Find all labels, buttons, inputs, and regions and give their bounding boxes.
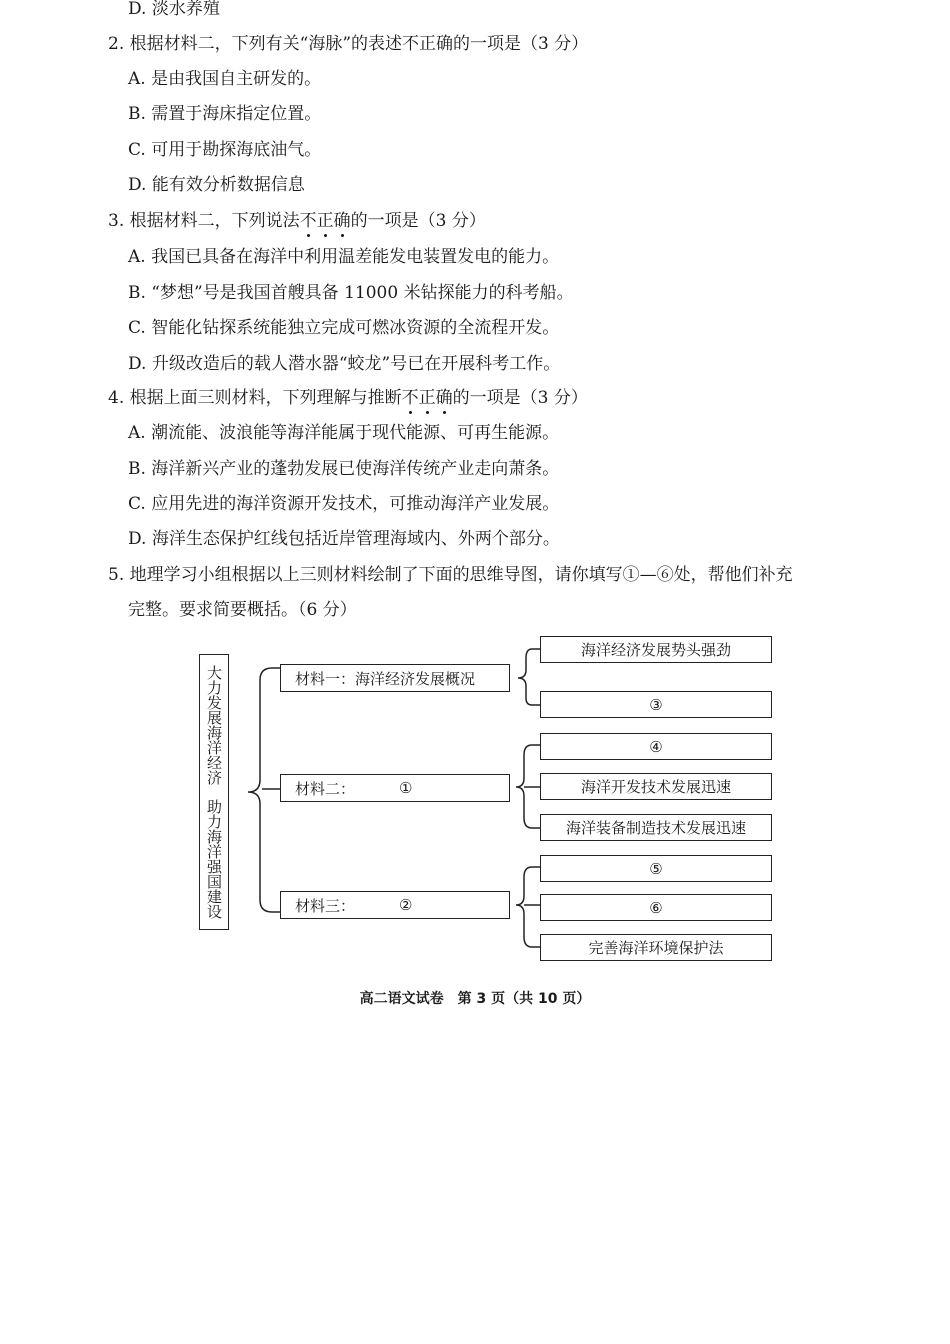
q2-option-a: A. 是由我国自主研发的。 xyxy=(128,69,322,89)
right-box-1: 海洋经济发展势头强劲 xyxy=(540,636,772,663)
mind-map-title-part1: 大力发展海洋经济 xyxy=(205,665,223,785)
blank-6: ⑥ xyxy=(540,894,772,921)
q4-option-d: D. 海洋生态保护红线包括近岸管理海域内、外两个部分。 xyxy=(128,529,560,549)
q3-option-a: A. 我国已具备在海洋中利用温差能发电装置发电的能力。 xyxy=(128,247,560,267)
blank-4: ④ xyxy=(540,733,772,760)
q4-option-c: C. 应用先进的海洋资源开发技术，可推动海洋产业发展。 xyxy=(128,494,560,514)
material-1-box xyxy=(280,664,510,692)
right-box-4: 海洋开发技术发展迅速 xyxy=(540,773,772,800)
mat1-brace xyxy=(518,649,540,705)
q3-option-d: D. 升级改造后的载人潜水器“蛟龙”号已在开展科考工作。 xyxy=(128,354,561,374)
material-1-label: 材料一：海洋经济发展概况 xyxy=(295,669,476,688)
mind-map-title xyxy=(199,654,229,930)
q4-option-a: A. 潮流能、波浪能等海洋能属于现代能源、可再生能源。 xyxy=(128,423,560,443)
q3-text-pre: 3. 根据材料二，下列说法 xyxy=(108,211,300,231)
q4-text-pre: 4. 根据上面三则材料，下列理解与推断 xyxy=(108,388,402,408)
blank-2: ② xyxy=(399,896,413,914)
emphasis-char: 正 xyxy=(316,211,334,231)
q3-option-c: C. 智能化钻探系统能独立完成可燃冰资源的全流程开发。 xyxy=(128,318,560,338)
emphasis-char: 确 xyxy=(333,211,351,231)
emphasis-char: 确 xyxy=(435,388,453,408)
emphasis-char: 正 xyxy=(418,388,436,408)
emphasis-char: 不 xyxy=(401,388,419,408)
q3-text-post: 的一项是（3 分） xyxy=(350,211,486,231)
material-3-box xyxy=(280,891,510,919)
question-2: 2. 根据材料二，下列有关“海脉”的表述不正确的一项是（3 分） xyxy=(108,34,589,54)
q3-option-b: B. “梦想”号是我国首艘具备 11000 米钻探能力的科考船。 xyxy=(128,283,574,303)
q2-option-d: D. 能有效分析数据信息 xyxy=(128,175,305,195)
page-footer: 高二语文试卷 第 3 页（共 10 页） xyxy=(359,991,591,1007)
blank-1: ① xyxy=(399,779,413,797)
q4-text-post: 的一项是（3 分） xyxy=(452,388,588,408)
mat3-brace xyxy=(516,867,540,947)
blank-5: ⑤ xyxy=(540,855,772,882)
blank-3: ③ xyxy=(540,691,772,718)
q4-option-b: B. 海洋新兴产业的蓬勃发展已使海洋传统产业走向萧条。 xyxy=(128,459,560,479)
right-box-5: 海洋装备制造技术发展迅速 xyxy=(540,814,772,841)
q1-option-d: D. 淡水养殖 xyxy=(128,0,220,19)
q2-option-c: C. 可用于勘探海底油气。 xyxy=(128,140,322,160)
right-box-8: 完善海洋环境保护法 xyxy=(540,934,772,961)
question-5-continued: 完整。要求简要概括。（6 分） xyxy=(128,600,357,620)
material-2-label: 材料二： xyxy=(295,779,356,798)
question-5: 5. 地理学习小组根据以上三则材料绘制了下面的思维导图，请你填写①—⑥处，帮他们补充 xyxy=(108,565,793,585)
main-brace xyxy=(248,668,272,912)
mind-map-title-part2: 助力海洋强国建设 xyxy=(205,799,223,919)
q2-option-b: B. 需置于海床指定位置。 xyxy=(128,104,322,124)
material-3-label: 材料三： xyxy=(295,896,356,915)
material-2-box xyxy=(280,774,510,802)
emphasis-char: 不 xyxy=(299,211,317,231)
